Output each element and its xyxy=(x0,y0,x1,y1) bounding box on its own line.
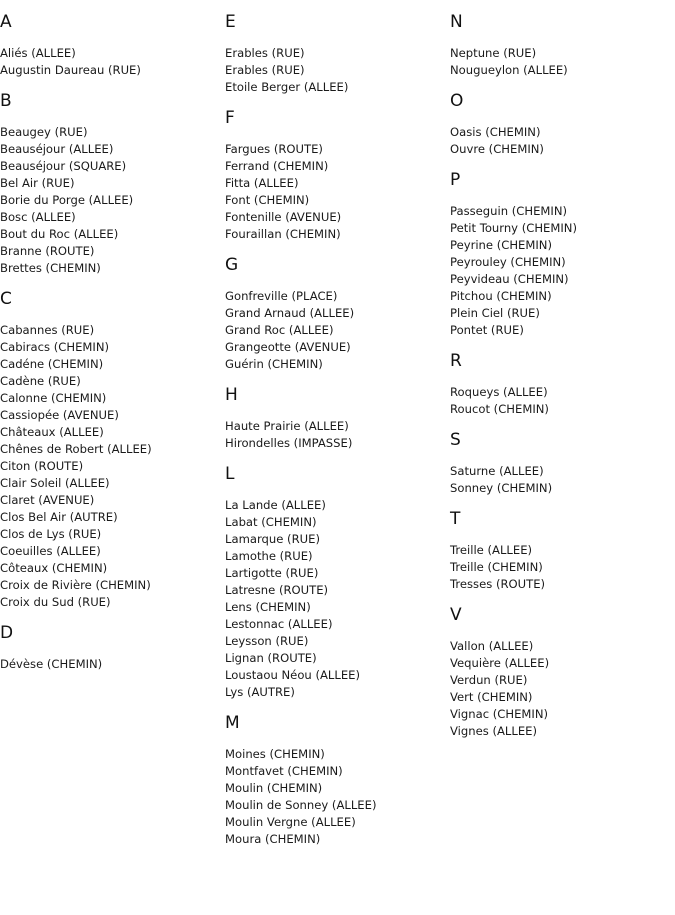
letter-section-h xyxy=(225,385,445,452)
section-letter-heading: H xyxy=(225,385,238,405)
street-entry: Branne (ROUTE) xyxy=(0,244,95,258)
street-entry: Hirondelles (IMPASSE) xyxy=(225,436,353,450)
letter-section-o xyxy=(450,91,670,158)
street-entry: Gonfreville (PLACE) xyxy=(225,289,338,303)
street-entry: Lestonnac (ALLEE) xyxy=(225,617,333,631)
street-entry: Tresses (ROUTE) xyxy=(450,577,546,591)
street-list xyxy=(450,463,670,497)
street-list xyxy=(450,384,670,418)
street-entry: Borie du Porge (ALLEE) xyxy=(0,193,134,207)
street-list xyxy=(450,124,670,158)
street-entry: Pontet (RUE) xyxy=(450,323,524,337)
section-letter-heading: A xyxy=(0,12,12,32)
street-entry: Vequière (ALLEE) xyxy=(450,656,550,670)
street-entry: Moulin (CHEMIN) xyxy=(225,781,323,795)
street-entry: Fitta (ALLEE) xyxy=(225,176,299,190)
street-entry: Vignac (CHEMIN) xyxy=(450,707,549,721)
street-entry: Roucot (CHEMIN) xyxy=(450,402,549,416)
street-entry: Oasis (CHEMIN) xyxy=(450,125,541,139)
street-entry: Lamarque (RUE) xyxy=(225,532,320,546)
street-list xyxy=(225,497,445,701)
street-entry: Fontenille (AVENUE) xyxy=(225,210,342,224)
street-entry: Cabannes (RUE) xyxy=(0,323,95,337)
letter-section-s xyxy=(450,430,670,497)
street-entry: Etoile Berger (ALLEE) xyxy=(225,80,349,94)
street-list xyxy=(450,638,670,740)
street-list xyxy=(225,45,445,96)
letter-section-d xyxy=(0,623,220,673)
section-letter-heading: V xyxy=(450,605,462,625)
street-entry: Vert (CHEMIN) xyxy=(450,690,533,704)
street-entry: Beaugey (RUE) xyxy=(0,125,88,139)
letter-section-p xyxy=(450,170,670,339)
street-entry: Claret (AVENUE) xyxy=(0,493,95,507)
street-entry: Fouraillan (CHEMIN) xyxy=(225,227,341,241)
street-entry: Croix du Sud (RUE) xyxy=(0,595,111,609)
street-list xyxy=(225,141,445,243)
street-list xyxy=(225,746,445,848)
street-entry: Neptune (RUE) xyxy=(450,46,537,60)
street-entry: Leysson (RUE) xyxy=(225,634,309,648)
index-column-2 xyxy=(225,12,445,860)
street-list xyxy=(225,418,445,452)
street-entry: Grand Roc (ALLEE) xyxy=(225,323,334,337)
street-entry: Erables (RUE) xyxy=(225,63,305,77)
street-entry: Cassiopée (AVENUE) xyxy=(0,408,119,422)
index-column-3 xyxy=(450,12,670,752)
index-column-1 xyxy=(0,12,220,685)
street-entry: Cadène (RUE) xyxy=(0,374,81,388)
street-entry: Haute Prairie (ALLEE) xyxy=(225,419,349,433)
street-entry: Brettes (CHEMIN) xyxy=(0,261,101,275)
letter-section-n xyxy=(450,12,670,79)
street-entry: Passeguin (CHEMIN) xyxy=(450,204,568,218)
street-entry: Calonne (CHEMIN) xyxy=(0,391,107,405)
section-letter-heading: R xyxy=(450,351,462,371)
letter-section-v xyxy=(450,605,670,740)
letter-section-e xyxy=(225,12,445,96)
section-letter-heading: E xyxy=(225,12,236,32)
street-entry: Lignan (ROUTE) xyxy=(225,651,317,665)
letter-section-c xyxy=(0,289,220,611)
street-list xyxy=(0,656,220,673)
street-entry: Citon (ROUTE) xyxy=(0,459,84,473)
street-entry: Peyrouley (CHEMIN) xyxy=(450,255,566,269)
street-list xyxy=(450,542,670,593)
section-letter-heading: N xyxy=(450,12,463,32)
section-letter-heading: B xyxy=(0,91,12,111)
street-entry: La Lande (ALLEE) xyxy=(225,498,326,512)
letter-section-m xyxy=(225,713,445,848)
street-entry: Chênes de Robert (ALLEE) xyxy=(0,442,152,456)
street-entry: Moulin Vergne (ALLEE) xyxy=(225,815,356,829)
section-letter-heading: S xyxy=(450,430,461,450)
letter-section-g xyxy=(225,255,445,373)
street-entry: Bel Air (RUE) xyxy=(0,176,75,190)
street-entry: Beauséjour (ALLEE) xyxy=(0,142,114,156)
street-entry: Lys (AUTRE) xyxy=(225,685,295,699)
street-entry: Beauséjour (SQUARE) xyxy=(0,159,127,173)
street-list xyxy=(225,288,445,373)
street-entry: Cadéne (CHEMIN) xyxy=(0,357,104,371)
street-entry: Roqueys (ALLEE) xyxy=(450,385,548,399)
street-entry: Moulin de Sonney (ALLEE) xyxy=(225,798,377,812)
street-entry: Verdun (RUE) xyxy=(450,673,528,687)
street-entry: Latresne (ROUTE) xyxy=(225,583,329,597)
street-entry: Grangeotte (AVENUE) xyxy=(225,340,351,354)
letter-section-b xyxy=(0,91,220,277)
section-letter-heading: M xyxy=(225,713,240,733)
section-letter-heading: P xyxy=(450,170,461,190)
section-letter-heading: C xyxy=(0,289,12,309)
street-entry: Clair Soleil (ALLEE) xyxy=(0,476,110,490)
street-entry: Plein Ciel (RUE) xyxy=(450,306,540,320)
street-entry: Nougueylon (ALLEE) xyxy=(450,63,568,77)
street-entry: Clos Bel Air (AUTRE) xyxy=(0,510,118,524)
street-entry: Treille (ALLEE) xyxy=(450,543,533,557)
section-letter-heading: O xyxy=(450,91,464,111)
street-list xyxy=(450,203,670,339)
street-entry: Côteaux (CHEMIN) xyxy=(0,561,108,575)
street-entry: Bosc (ALLEE) xyxy=(0,210,76,224)
street-entry: Vallon (ALLEE) xyxy=(450,639,534,653)
street-entry: Clos de Lys (RUE) xyxy=(0,527,102,541)
street-entry: Treille (CHEMIN) xyxy=(450,560,543,574)
street-entry: Labat (CHEMIN) xyxy=(225,515,317,529)
street-entry: Peyvideau (CHEMIN) xyxy=(450,272,569,286)
section-letter-heading: G xyxy=(225,255,239,275)
street-entry: Bout du Roc (ALLEE) xyxy=(0,227,119,241)
street-entry: Petit Tourny (CHEMIN) xyxy=(450,221,577,235)
street-entry: Coeuilles (ALLEE) xyxy=(0,544,101,558)
street-list xyxy=(0,124,220,277)
street-list xyxy=(0,322,220,611)
street-entry: Grand Arnaud (ALLEE) xyxy=(225,306,355,320)
street-entry: Croix de Rivière (CHEMIN) xyxy=(0,578,151,592)
street-entry: Guérin (CHEMIN) xyxy=(225,357,323,371)
section-letter-heading: F xyxy=(225,108,235,128)
street-entry: Font (CHEMIN) xyxy=(225,193,310,207)
section-letter-heading: T xyxy=(450,509,461,529)
street-entry: Aliés (ALLEE) xyxy=(0,46,76,60)
street-entry: Moines (CHEMIN) xyxy=(225,747,325,761)
letter-section-r xyxy=(450,351,670,418)
letter-section-t xyxy=(450,509,670,593)
street-entry: Peyrine (CHEMIN) xyxy=(450,238,553,252)
street-entry: Augustin Daureau (RUE) xyxy=(0,63,141,77)
street-entry: Moura (CHEMIN) xyxy=(225,832,321,846)
section-letter-heading: D xyxy=(0,623,14,643)
street-entry: Sonney (CHEMIN) xyxy=(450,481,553,495)
street-entry: Vignes (ALLEE) xyxy=(450,724,538,738)
street-entry: Loustaou Néou (ALLEE) xyxy=(225,668,360,682)
street-entry: Saturne (ALLEE) xyxy=(450,464,544,478)
street-entry: Lens (CHEMIN) xyxy=(225,600,311,614)
street-entry: Fargues (ROUTE) xyxy=(225,142,323,156)
street-entry: Montfavet (CHEMIN) xyxy=(225,764,343,778)
section-letter-heading: L xyxy=(225,464,235,484)
letter-section-a xyxy=(0,12,220,79)
street-list xyxy=(0,45,220,79)
street-entry: Ferrand (CHEMIN) xyxy=(225,159,329,173)
letter-section-f xyxy=(225,108,445,243)
street-entry: Pitchou (CHEMIN) xyxy=(450,289,552,303)
street-entry: Châteaux (ALLEE) xyxy=(0,425,104,439)
street-entry: Ouvre (CHEMIN) xyxy=(450,142,544,156)
street-entry: Cabiracs (CHEMIN) xyxy=(0,340,110,354)
street-entry: Lartigotte (RUE) xyxy=(225,566,319,580)
street-entry: Lamothe (RUE) xyxy=(225,549,313,563)
street-entry: Erables (RUE) xyxy=(225,46,305,60)
street-entry: Dévèse (CHEMIN) xyxy=(0,657,103,671)
letter-section-l xyxy=(225,464,445,701)
street-list xyxy=(450,45,670,79)
